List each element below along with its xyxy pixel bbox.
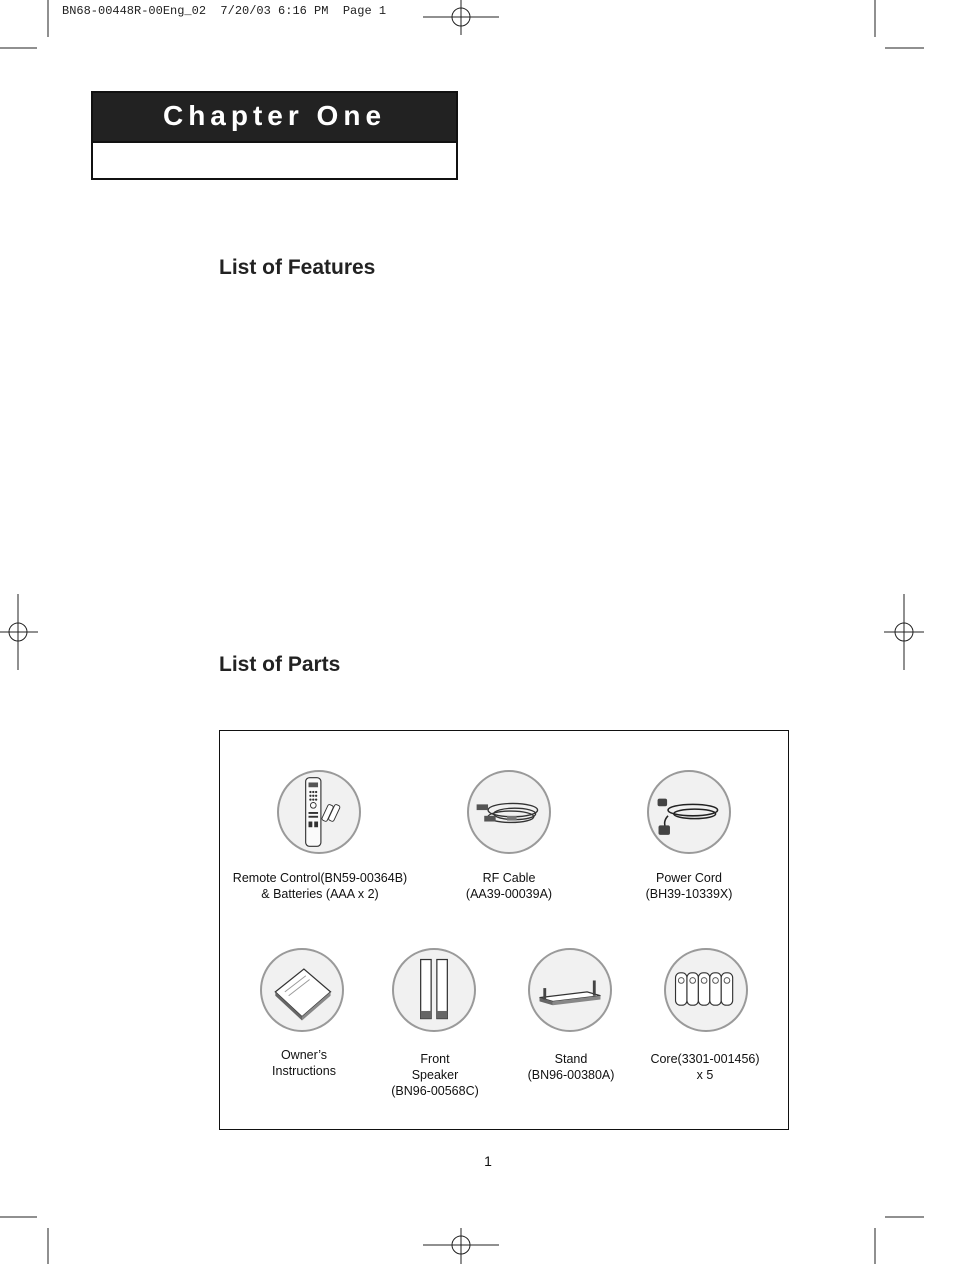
part-label-line: Speaker — [411, 1068, 459, 1082]
chapter-header — [91, 91, 458, 180]
power-cord-icon — [647, 770, 731, 854]
part-label-line: (AA39-00039A) — [465, 887, 553, 901]
part-label-line: RF Cable — [482, 871, 536, 885]
parts-heading: List of Parts — [219, 653, 341, 676]
page-number: 1 — [484, 1153, 492, 1169]
part-label — [646, 870, 733, 902]
front-speaker-icon — [392, 948, 476, 1032]
part-label-line: Owner’s — [280, 1048, 328, 1062]
part-label-line: Instructions — [272, 1064, 336, 1078]
part-label — [528, 1051, 615, 1083]
features-heading: List of Features — [219, 256, 376, 279]
part-label — [650, 1051, 759, 1083]
manual-book-icon — [260, 948, 344, 1032]
part-label-line: & Batteries (AAA x 2) — [261, 887, 379, 901]
remote-control-icon — [277, 770, 361, 854]
part-label-line: Front — [420, 1052, 450, 1066]
part-label-line: Stand — [554, 1052, 588, 1066]
part-label-line: (BN96-00380A) — [527, 1068, 615, 1082]
chapter-title: Chapter One — [162, 100, 387, 131]
part-label-line: (BH39-10339X) — [645, 887, 733, 901]
part-label — [391, 1051, 479, 1099]
ferrite-core-icon — [664, 948, 748, 1032]
part-label-line: Remote Control(BN59-00364B) — [232, 871, 408, 885]
part-label — [272, 1047, 336, 1079]
rf-cable-icon — [467, 770, 551, 854]
part-label-line: Core(3301-001456) — [650, 1052, 760, 1066]
part-label — [466, 870, 552, 902]
parts-list-box — [219, 730, 789, 1130]
print-slug: BN68-00448R-00Eng_02 7/20/03 6:16 PM Page 1 — [62, 4, 387, 18]
part-label-line: x 5 — [696, 1068, 714, 1082]
part-label — [233, 870, 407, 902]
part-label-line: Power Cord — [655, 871, 722, 885]
stand-icon — [528, 948, 612, 1032]
part-label-line: (BN96-00568C) — [391, 1084, 479, 1098]
